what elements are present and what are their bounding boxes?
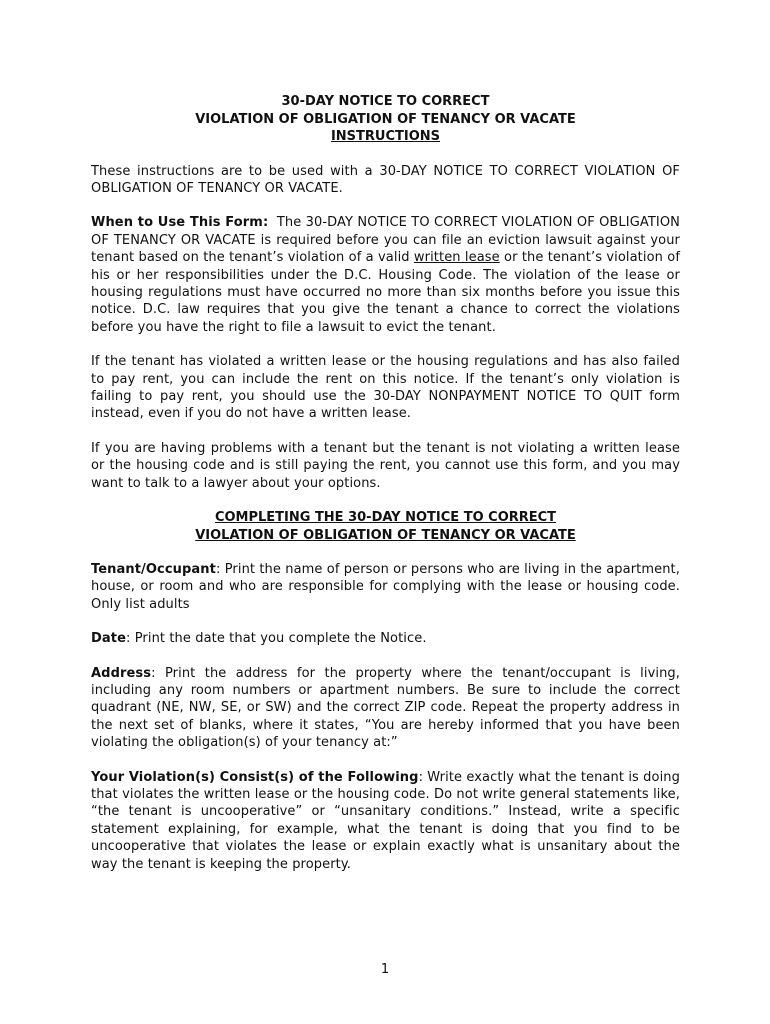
when-to-use-label: When to Use This Form:	[91, 215, 269, 231]
section-heading	[91, 509, 680, 544]
field-description: : Print the name of person or persons who are living in the apartment, house, or room and who are responsible for complying with the lease or housing code. Only list adults	[91, 562, 680, 612]
intro-paragraph: These instructions are to be used with a 30-DAY NOTICE TO CORRECT VIOLATION OF OBLIGATION OF TENANCY OR VACATE.	[91, 163, 680, 196]
written-lease-underlined: written lease	[413, 250, 500, 266]
title-line-2: VIOLATION OF OBLIGATION OF TENANCY OR VACATE	[195, 111, 576, 127]
field-date	[91, 630, 680, 647]
field-address	[91, 665, 680, 752]
when-to-use-paragraph	[91, 214, 680, 336]
field-label: Your Violation(s) Consist(s) of the Following	[91, 769, 419, 785]
problems-paragraph: If you are having problems with a tenant but the tenant is not violating a written lease or the housing code and is still paying the rent, you cannot use this form, and you may want to talk to a lawyer about your options.	[91, 440, 680, 491]
rent-paragraph: If the tenant has violated a written lease or the housing regulations and has also failed to pay rent, you can include the rent on this notice. If the tenant’s only violation is failing to pay rent, you should use the 30-DAY NONPAYMENT NOTICE TO QUIT form instead, even if you do not have a written lease.	[91, 354, 680, 422]
section-heading-line-2: VIOLATION OF OBLIGATION OF TENANCY OR VACATE	[195, 527, 576, 543]
document-page	[91, 93, 680, 873]
when-to-use-text-continued: or the tenant’s violation of his or her responsibilities under the D.C. Housing Code. The violation of the lease or housing regulations must have occurred no more than six months before you issue this notice. D.C. law requires that you give the tenant a chance to correct the violations before you have the right to file a lawsuit to evict the tenant.	[91, 250, 680, 335]
field-description: : Print the address for the property where the tenant/occupant is living, including any room numbers or apartment numbers. Be sure to include the correct quadrant (NE, NW, SE, or SW) and the correct ZIP code. Repeat the property address in the next set of blanks, where it states, “You are hereby informed that you have been violating the obligation(s) of your tenancy at:”	[91, 665, 680, 751]
field-label: Address	[91, 665, 152, 681]
field-description: : Print the date that you complete the Notice.	[126, 631, 427, 647]
field-violations	[91, 769, 680, 873]
field-description: : Write exactly what the tenant is doing that violates the written lease or the housing code. Do not write general statements like, “the tenant is uncooperative” or “unsanitary conditions.” Instead, write a specific statement explaining, for example, what the tenant is doing that you find to be uncooperative that violates the lease or explain exactly what is unsanitary about the way the tenant is keeping the property.	[91, 769, 680, 872]
field-label: Date	[91, 631, 126, 647]
field-label: Tenant/Occupant	[91, 562, 216, 577]
when-to-use-text: The 30-DAY NOTICE TO CORRECT VIOLATION OF OBLIGATION OF TENANCY OR VACATE is required before you can file an eviction lawsuit against your tenant based on the tenant’s violation of a valid	[91, 215, 681, 266]
field-tenant-occupant	[91, 561, 680, 613]
page-number: 1	[380, 962, 390, 977]
title-line-3: INSTRUCTIONS	[330, 129, 441, 144]
section-heading-line-1: COMPLETING THE 30-DAY NOTICE TO CORRECT	[214, 510, 557, 525]
document-title	[91, 93, 680, 146]
title-line-1: 30-DAY NOTICE TO CORRECT	[281, 94, 490, 109]
